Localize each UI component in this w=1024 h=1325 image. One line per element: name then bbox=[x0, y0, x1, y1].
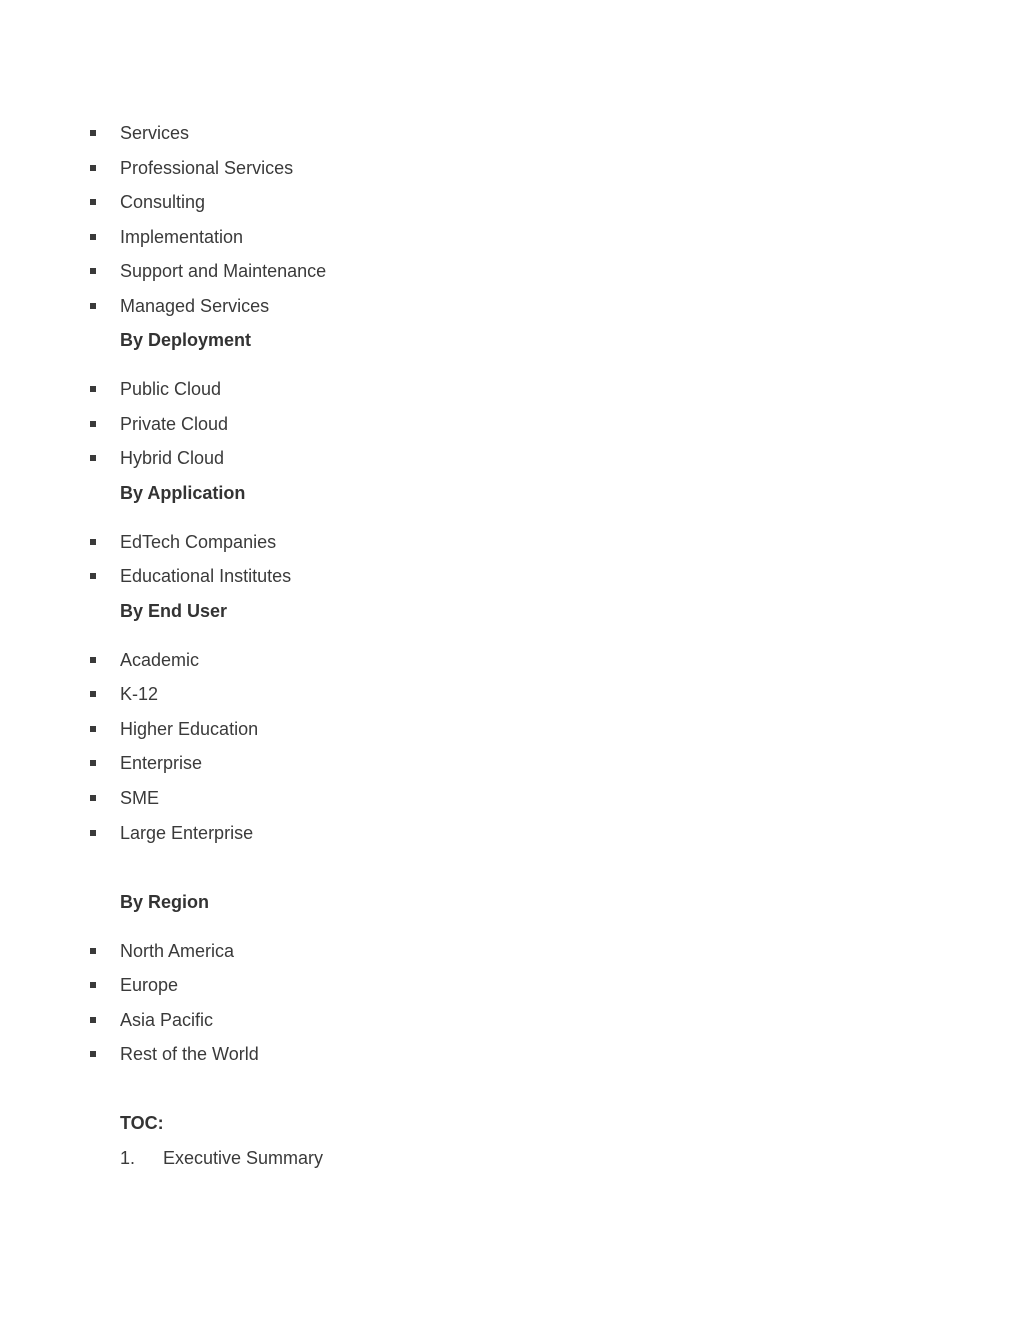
list-item-label: Europe bbox=[120, 975, 179, 995]
section-heading-label: By Application bbox=[120, 483, 246, 503]
square-bullet-icon bbox=[90, 199, 96, 205]
list-item-label: Managed Services bbox=[120, 296, 270, 316]
list-item-label: K-12 bbox=[120, 684, 159, 704]
square-bullet-icon bbox=[90, 455, 96, 461]
toc-heading-label: TOC: bbox=[120, 1113, 164, 1133]
square-bullet-icon bbox=[90, 657, 96, 663]
list-item-label: Enterprise bbox=[120, 753, 203, 773]
square-bullet-icon bbox=[90, 760, 96, 766]
list-item-label: Rest of the World bbox=[120, 1044, 259, 1064]
section-heading-label: By End User bbox=[120, 601, 228, 621]
square-bullet-icon bbox=[90, 268, 96, 274]
list-item-label: Asia Pacific bbox=[120, 1010, 214, 1030]
square-bullet-icon bbox=[90, 691, 96, 697]
section-heading-label: By Deployment bbox=[120, 330, 252, 350]
square-bullet-icon bbox=[90, 539, 96, 545]
square-bullet-icon bbox=[90, 982, 96, 988]
square-bullet-icon bbox=[90, 165, 96, 171]
square-bullet-icon bbox=[90, 386, 96, 392]
list-item-label: Services bbox=[120, 123, 190, 143]
list-item-label: Educational Institutes bbox=[120, 566, 292, 586]
square-bullet-icon bbox=[90, 1017, 96, 1023]
list-item-label: Academic bbox=[120, 650, 200, 670]
list-item-label: Higher Education bbox=[120, 719, 259, 739]
list-item-label: Consulting bbox=[120, 192, 206, 212]
toc-item-label: Executive Summary bbox=[163, 1148, 324, 1168]
square-bullet-icon bbox=[90, 303, 96, 309]
toc-item-number: 1. bbox=[120, 1148, 136, 1168]
list-item-label: SME bbox=[120, 788, 160, 808]
list-item-label: Hybrid Cloud bbox=[120, 448, 225, 468]
list-item-label: Public Cloud bbox=[120, 379, 222, 399]
list-item-label: Support and Maintenance bbox=[120, 261, 327, 281]
square-bullet-icon bbox=[90, 795, 96, 801]
square-bullet-icon bbox=[90, 573, 96, 579]
square-bullet-icon bbox=[90, 234, 96, 240]
list-item-label: Professional Services bbox=[120, 158, 294, 178]
square-bullet-icon bbox=[90, 830, 96, 836]
list-item-label: EdTech Companies bbox=[120, 532, 277, 552]
square-bullet-icon bbox=[90, 726, 96, 732]
section-heading-label: By Region bbox=[120, 892, 210, 912]
square-bullet-icon bbox=[90, 1051, 96, 1057]
square-bullet-icon bbox=[90, 421, 96, 427]
list-item-label: Private Cloud bbox=[120, 414, 229, 434]
square-bullet-icon bbox=[90, 130, 96, 136]
list-item-label: North America bbox=[120, 941, 235, 961]
list-item-label: Implementation bbox=[120, 227, 244, 247]
square-bullet-icon bbox=[90, 948, 96, 954]
list-item-label: Large Enterprise bbox=[120, 823, 254, 843]
